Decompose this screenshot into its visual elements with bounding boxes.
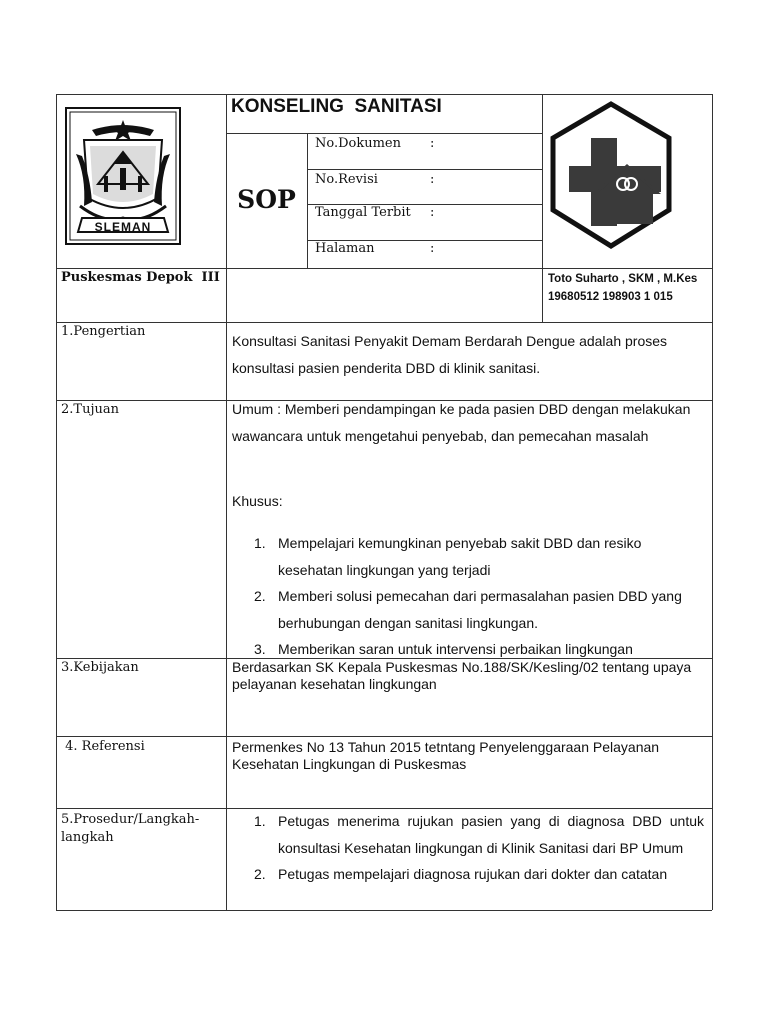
signatory-nip: 19680512 198903 1 015 — [548, 291, 673, 303]
sleman-logo-text: SLEMAN — [94, 220, 152, 234]
document-title: KONSELING SANITASI — [231, 96, 442, 117]
prosedur-list — [232, 808, 704, 910]
list-item — [232, 530, 704, 583]
field-halaman — [315, 241, 374, 256]
list-number: 1. — [254, 813, 266, 829]
list-text: Petugas menerima rujukan pasien yang di diagnosa DBD untuk konsultasi Kesehatan lingkungan di Klinik Sanitasi dari BP Umum — [278, 813, 704, 856]
field-label: Halaman — [315, 241, 375, 256]
field-sep: : — [430, 241, 435, 256]
list-number: 3. — [254, 641, 266, 657]
field-tanggal-terbit — [315, 205, 411, 220]
field-no-dokumen — [315, 136, 401, 151]
section-text-pengertian: Konsultasi Sanitasi Penyakit Demam Berdarah Dengue adalah proses konsultasi pasien penderita DBD di klinik sanitasi. — [232, 333, 668, 376]
section-label-pengertian: 1.Pengertian — [61, 324, 146, 339]
list-item — [232, 861, 704, 888]
list-number: 2. — [254, 866, 266, 882]
section-tujuan-khusus-label: Khusus: — [232, 493, 283, 509]
list-item — [232, 583, 704, 636]
section-label-tujuan: 2.Tujuan — [61, 402, 119, 417]
list-text: Memberi solusi pemecahan dari permasalahan pasien DBD yang berhubungan dengan sanitasi lingkungan. — [278, 588, 682, 631]
section-label-referensi: 4. Referensi — [61, 739, 145, 754]
section-text-referensi: Permenkes No 13 Tahun 2015 tetntang Penyelenggaraan Pelayanan Kesehatan Lingkungan di Puskesmas — [232, 739, 660, 772]
section-label-kebijakan: 3.Kebijakan — [61, 660, 139, 675]
tujuan-khusus-list — [232, 530, 704, 663]
list-text: Petugas mempelajari diagnosa rujukan dari dokter dan catatan — [278, 866, 668, 882]
list-number: 1. — [254, 535, 266, 551]
organization-name: Puskesmas Depok III — [61, 270, 220, 285]
puskesmas-hexagon-logo — [547, 100, 675, 252]
section-text-tujuan-umum: Umum : Memberi pendampingan ke pada pasien DBD dengan melakukan wawancara untuk mengetahui penyebab, dan pemecahan masalah — [232, 401, 691, 444]
section-text-kebijakan: Berdasarkan SK Kepala Puskesmas No.188/SK/Kesling/02 tentang upaya pelayanan kesehatan lingkungan — [232, 659, 692, 692]
list-text: Mempelajari kemungkinan penyebab sakit DBD dan resiko kesehatan lingkungan yang terjadi — [278, 535, 642, 578]
list-text: Memberikan saran untuk intervensi perbaikan lingkungan — [278, 641, 633, 657]
field-sep: : — [430, 205, 435, 220]
signatory-name: Toto Suharto , SKM , M.Kes — [548, 273, 698, 285]
field-no-revisi — [315, 172, 378, 187]
section-label-prosedur: 5.Prosedur/Langkah-langkah — [61, 812, 200, 845]
field-label: No.Dokumen — [315, 136, 401, 151]
signatory — [548, 270, 697, 306]
sleman-emblem-logo — [64, 106, 182, 246]
field-sep: : — [430, 136, 435, 151]
field-label: No.Revisi — [315, 172, 378, 187]
list-number: 2. — [254, 588, 266, 604]
sop-label: SOP — [237, 185, 296, 214]
field-sep: : — [430, 172, 435, 187]
list-item — [232, 808, 704, 861]
field-label: Tanggal Terbit — [315, 205, 411, 220]
